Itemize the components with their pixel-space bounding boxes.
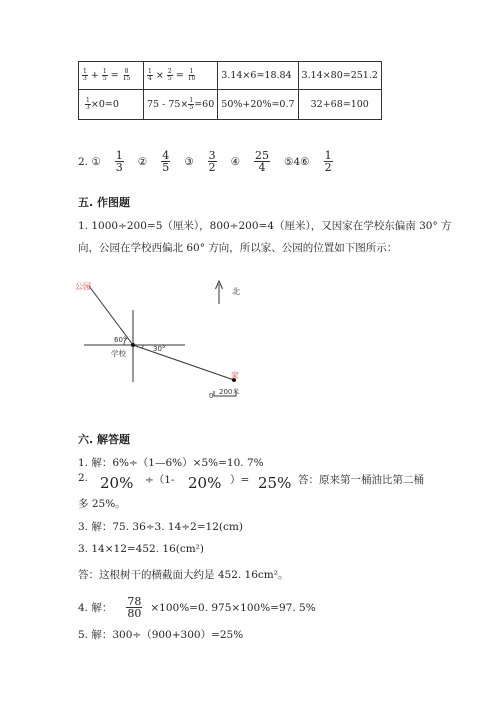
table-cell: $\frac{1}{4}$ × $\frac{2}{5}$ = $\frac{1}{10}$ [144, 62, 218, 90]
table-cell: 32+68=100 [298, 90, 381, 120]
table-row [79, 62, 382, 90]
solution-line-2: 2. 20% ÷（1- 20% ）= 25% 答：原来第一桶油比第二桶 [78, 472, 424, 492]
home-label: 家 [231, 371, 239, 380]
question-2-answers: 2. ① $\frac{1}{3}$ ② $\frac{4}{5}$ ③ $\frac{3}{2}$ ④ $\frac{25}{4}$ ⑤4⑥ $\frac{1}{2}$ [78, 149, 332, 174]
park-label: 公园 [75, 282, 91, 291]
solution-line: 3. 解：75. 36÷3. 14÷2=12(cm) [78, 521, 243, 533]
solution-line: 答：这根树干的横截面大约是 452. 16cm²。 [78, 569, 289, 581]
scale-zero-label: 0 [209, 392, 214, 400]
school-label: 学校 [111, 349, 126, 358]
school-point [131, 343, 135, 347]
section-title: 六. 解答题 [78, 433, 131, 446]
table-cell: 75 - 75× $\frac{1}{5}$ =60 [144, 90, 218, 120]
table-row [79, 90, 382, 120]
paragraph-line: 向，公园在学校西偏北 60° 方向，所以家、公园的位置如下图所示： [78, 242, 398, 254]
location-diagram [70, 270, 260, 410]
angle-60-label: 60° [114, 336, 127, 344]
home-path-line [133, 345, 234, 380]
solution-line: 5. 解：300÷（900+300）=25% [78, 629, 244, 641]
table-cell: 3.14×6=18.84 [218, 62, 298, 90]
paragraph-line: 1. 1000÷200=5（厘米），800÷200=4（厘米），又因家在学校东偏南 30° 方 [78, 220, 452, 232]
north-label: 北 [232, 287, 240, 296]
answer-table [78, 61, 382, 120]
table-cell: 50%+20%=0.7 [218, 90, 298, 120]
table-cell: 3.14×80=251.2 [298, 62, 381, 90]
table-cell: $\frac{1}{3}$ + $\frac{1}{5}$ = $\frac{8}{15}$ [79, 62, 144, 90]
solution-line: 1. 解：6%÷（1—6%）×5%=10. 7% [78, 457, 264, 469]
solution-line: 多 25%。 [78, 498, 126, 510]
scale-length-label: 200米 [219, 388, 240, 396]
angle-30-label: 30° [153, 345, 166, 353]
solution-line-4: 4. 解： $\frac{78}{80}$ ×100%=0. 975×100%=97. 5% [78, 595, 316, 620]
table-cell: $\frac{1}{3}$ ×0=0 [79, 90, 144, 120]
section-title: 五. 作图题 [78, 196, 131, 209]
solution-line: 3. 14×12=452. 16(cm²) [78, 543, 204, 555]
